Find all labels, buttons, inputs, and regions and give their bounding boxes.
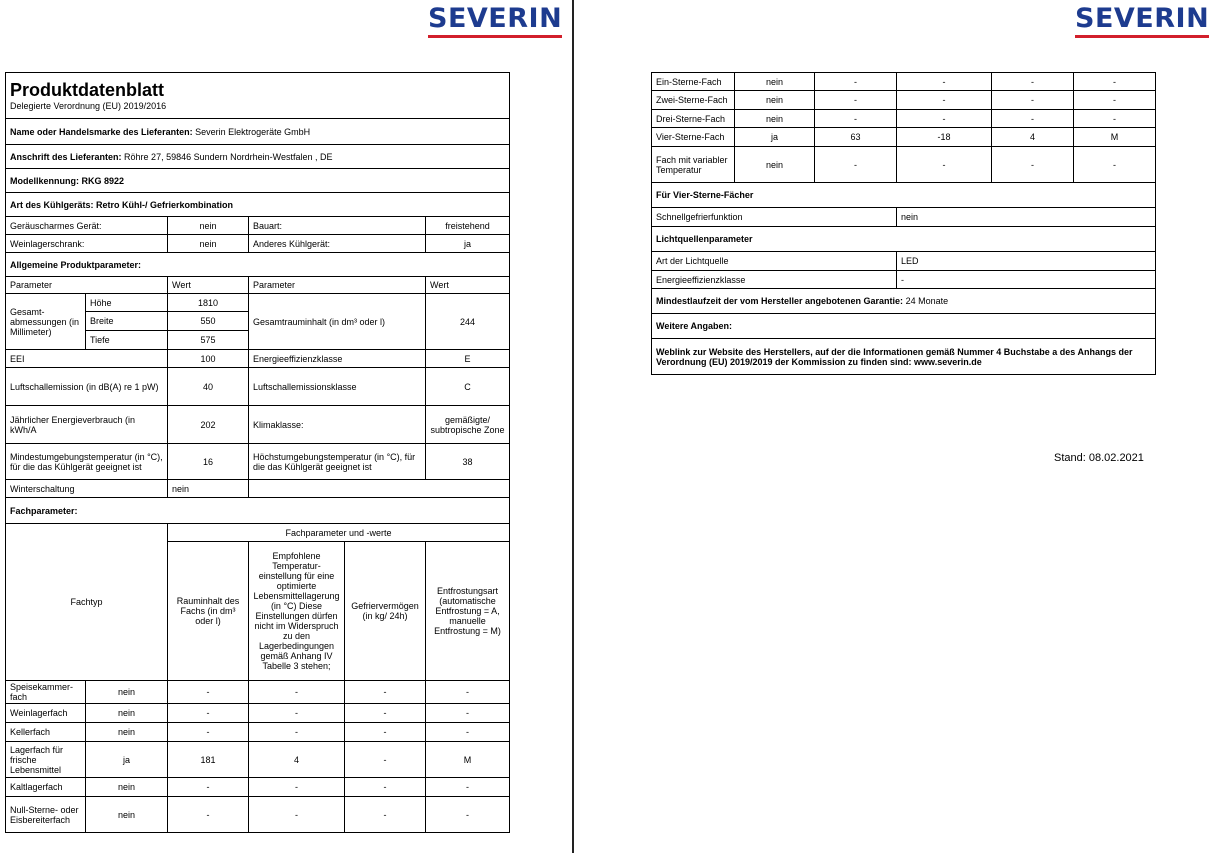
compartment-volume: - <box>168 778 249 797</box>
compartment-volume: 181 <box>168 742 249 778</box>
climate-class-value: gemäßigte/ subtropische Zone <box>426 406 510 444</box>
weblink-text: Weblink zur Website des Herstellers, auf der die Informationen gemäß Nummer 4 Buchstabe a des Anhangs der Verordnung (EU) 2019/2019 der Kommission zu finden sind: www.severin.de <box>652 339 1156 375</box>
light-type-label: Art der Lichtquelle <box>652 252 897 271</box>
dimensions-label: Gesamt-abmessungen (in Millimeter) <box>6 294 86 350</box>
eei-value: 100 <box>168 350 249 368</box>
light-source-header: Lichtquellenparameter <box>652 227 1156 252</box>
compartment-freeze: - <box>345 778 426 797</box>
compartment-name: Ein-Sterne-Fach <box>652 73 735 91</box>
model-label: Modellkennung: <box>10 175 79 186</box>
header-defrost-type: Entfrostungsart (automatische Entfrostung = A, manuelle Entfrostung = M) <box>426 542 510 681</box>
table-row <box>6 778 510 797</box>
noise-emission-value: 40 <box>168 368 249 406</box>
datasheet-continuation-table <box>651 72 1156 375</box>
other-appliance-label: Anderes Kühlgerät: <box>249 235 426 253</box>
depth-value: 575 <box>168 331 249 350</box>
width-value: 550 <box>168 312 249 331</box>
column-header-value: Wert <box>426 277 510 294</box>
quick-freeze-value: nein <box>897 208 1156 227</box>
compartment-temp: - <box>249 704 345 723</box>
revision-date: Stand: 08.02.2021 <box>1054 452 1144 464</box>
annual-energy-label: Jährlicher Energieverbrauch (in kWh/A <box>6 406 168 444</box>
construction-label: Bauart: <box>249 217 426 235</box>
compartment-name: Fach mit variabler Temperatur <box>652 147 735 183</box>
compartment-temp: 4 <box>249 742 345 778</box>
table-row <box>6 681 510 704</box>
column-header-value: Wert <box>168 277 249 294</box>
noise-class-value: C <box>426 368 510 406</box>
compartment-defrost: M <box>1074 128 1156 147</box>
compartment-freeze: - <box>992 73 1074 91</box>
compartment-volume: - <box>168 797 249 833</box>
compartment-present: nein <box>86 723 168 742</box>
datasheet-title-cell <box>6 73 510 119</box>
compartment-defrost: - <box>1074 110 1156 128</box>
compartment-present: nein <box>86 704 168 723</box>
compartment-temp: - <box>249 778 345 797</box>
construction-value: freistehend <box>426 217 510 235</box>
max-ambient-temp-value: 38 <box>426 444 510 480</box>
min-ambient-temp-label: Mindestumgebungstemperatur (in °C), für die das Kühlgerät geeignet ist <box>6 444 168 480</box>
table-row <box>652 147 1156 183</box>
compartment-freeze: - <box>992 147 1074 183</box>
general-params-header: Allgemeine Produktparameter: <box>6 253 510 277</box>
compartment-freeze: - <box>992 110 1074 128</box>
quiet-label: Geräuscharmes Gerät: <box>6 217 168 235</box>
compartment-volume: - <box>815 110 897 128</box>
compartment-defrost: - <box>426 704 510 723</box>
eei-label: EEI <box>6 350 168 368</box>
compartment-present: nein <box>86 681 168 704</box>
table-row <box>652 110 1156 128</box>
compartment-present: nein <box>735 91 815 110</box>
compartment-name: Null-Sterne- oder Eisbereiterfach <box>6 797 86 833</box>
warranty-row <box>652 289 1156 314</box>
header-freezing-capacity: Gefriervermögen (in kg/ 24h) <box>345 542 426 681</box>
supplier-name-row <box>6 119 510 145</box>
compartment-present: nein <box>86 797 168 833</box>
max-ambient-temp-label: Höchstumgebungstemperatur (in °C), für die das Kühlgerät geeignet ist <box>249 444 426 480</box>
winter-switch-value: nein <box>168 480 249 498</box>
compartment-name: Weinlagerfach <box>6 704 86 723</box>
compartment-temp: - <box>897 91 992 110</box>
climate-class-label: Klimaklasse: <box>249 406 426 444</box>
address: Röhre 27, 59846 Sundern Nordrhein-Westfalen , DE <box>124 151 333 162</box>
light-energy-class-label: Energieeffizienzklasse <box>652 271 897 289</box>
compartment-name: Drei-Sterne-Fach <box>652 110 735 128</box>
compartment-temp: - <box>897 73 992 91</box>
compartment-volume: - <box>815 147 897 183</box>
compartment-present: nein <box>86 778 168 797</box>
table-row <box>6 704 510 723</box>
wine-cabinet-value: nein <box>168 235 249 253</box>
winter-switch-label: Winterschaltung <box>6 480 168 498</box>
compartment-freeze: 4 <box>992 128 1074 147</box>
compartment-temp: - <box>897 110 992 128</box>
compartment-defrost: - <box>426 778 510 797</box>
severin-logo-left <box>428 4 562 38</box>
header-recommended-temp: Empfohlene Temperatur-einstellung für eine optimierte Lebensmittellagerung (in °C) Diese Einstellungen dürfen nicht im Widerspruch zu den Lagerbedingungen gemäß Anhang IV Tabelle 3 stehen; <box>249 542 345 681</box>
compartment-freeze: - <box>345 681 426 704</box>
regulation-subtitle: Delegierte Verordnung (EU) 2019/2016 <box>10 101 167 111</box>
table-row <box>652 73 1156 91</box>
compartment-defrost: - <box>426 723 510 742</box>
compartment-defrost: - <box>1074 147 1156 183</box>
four-star-header: Für Vier-Sterne-Fächer <box>652 183 1156 208</box>
supplier-name: Severin Elektrogeräte GmbH <box>195 126 311 137</box>
total-volume-value: 244 <box>426 294 510 350</box>
compartment-defrost: - <box>426 797 510 833</box>
width-label: Breite <box>86 312 168 331</box>
compartment-type-header: Fachtyp <box>6 524 168 681</box>
other-appliance-value: ja <box>426 235 510 253</box>
compartment-present: nein <box>735 110 815 128</box>
page-divider <box>572 0 574 853</box>
compartment-defrost: - <box>1074 73 1156 91</box>
annual-energy-value: 202 <box>168 406 249 444</box>
logo-underline <box>428 35 562 38</box>
table-row <box>6 723 510 742</box>
appliance-type-row <box>6 193 510 217</box>
compartment-values-header: Fachparameter und -werte <box>168 524 510 542</box>
height-value: 1810 <box>168 294 249 312</box>
compartment-name: Speisekammer-fach <box>6 681 86 704</box>
warranty-label: Mindestlaufzeit der vom Hersteller angebotenen Garantie: <box>656 296 904 306</box>
compartment-temp: - <box>249 723 345 742</box>
light-energy-class-value: - <box>897 271 1156 289</box>
column-header-parameter: Parameter <box>6 277 168 294</box>
energy-class-value: E <box>426 350 510 368</box>
compartment-volume: - <box>168 681 249 704</box>
header-compartment-volume: Rauminhalt des Fachs (in dm³ oder l) <box>168 542 249 681</box>
table-row <box>6 742 510 778</box>
compartment-volume: - <box>168 704 249 723</box>
energy-class-label: Energieeffizienzklasse <box>249 350 426 368</box>
type-label: Art des Kühlgeräts: <box>10 199 94 210</box>
compartment-present: ja <box>735 128 815 147</box>
compartment-temp: - <box>249 797 345 833</box>
total-volume-label: Gesamtrauminhalt (in dm³ oder l) <box>249 294 426 350</box>
compartment-freeze: - <box>345 797 426 833</box>
address-label: Anschrift des Lieferanten: <box>10 151 122 162</box>
supplier-address-row <box>6 145 510 169</box>
compartment-temp: - <box>897 147 992 183</box>
compartment-name: Lagerfach für frische Lebensmittel <box>6 742 86 778</box>
compartment-volume: - <box>815 73 897 91</box>
compartment-present: nein <box>735 73 815 91</box>
model-id: RKG 8922 <box>81 175 125 186</box>
compartment-defrost: M <box>426 742 510 778</box>
wine-cabinet-label: Weinlagerschrank: <box>6 235 168 253</box>
table-row <box>652 91 1156 110</box>
compartment-present: ja <box>86 742 168 778</box>
compartment-temp: -18 <box>897 128 992 147</box>
table-row <box>6 797 510 833</box>
column-header-parameter: Parameter <box>249 277 426 294</box>
compartment-volume: - <box>815 91 897 110</box>
compartment-temp: - <box>249 681 345 704</box>
compartment-volume: 63 <box>815 128 897 147</box>
compartment-freeze: - <box>345 704 426 723</box>
compartment-name: Kellerfach <box>6 723 86 742</box>
model-row <box>6 169 510 193</box>
compartment-name: Zwei-Sterne-Fach <box>652 91 735 110</box>
height-label: Höhe <box>86 294 168 312</box>
brand-name: SEVERIN <box>1075 3 1210 34</box>
quiet-value: nein <box>168 217 249 235</box>
logo-underline <box>1075 35 1209 38</box>
compartment-name: Vier-Sterne-Fach <box>652 128 735 147</box>
noise-class-label: Luftschallemissionsklasse <box>249 368 426 406</box>
compartment-name: Kaltlagerfach <box>6 778 86 797</box>
compartment-freeze: - <box>345 723 426 742</box>
warranty-value: 24 Monate <box>905 296 949 306</box>
severin-logo-right <box>1075 4 1209 38</box>
more-info-header: Weitere Angaben: <box>652 314 1156 339</box>
table-row <box>652 128 1156 147</box>
compartment-volume: - <box>168 723 249 742</box>
quick-freeze-label: Schnellgefrierfunktion <box>652 208 897 227</box>
compartment-defrost: - <box>1074 91 1156 110</box>
depth-label: Tiefe <box>86 331 168 350</box>
noise-emission-label: Luftschallemission (in dB(A) re 1 pW) <box>6 368 168 406</box>
compartment-freeze: - <box>345 742 426 778</box>
compartment-freeze: - <box>992 91 1074 110</box>
compartment-present: nein <box>735 147 815 183</box>
supplier-name-label: Name oder Handelsmarke des Lieferanten: <box>10 126 193 137</box>
page-title: Produktdatenblatt <box>10 80 165 100</box>
product-datasheet-table <box>5 72 510 833</box>
min-ambient-temp-value: 16 <box>168 444 249 480</box>
empty-cell <box>249 480 510 498</box>
compartment-defrost: - <box>426 681 510 704</box>
light-type-value: LED <box>897 252 1156 271</box>
type-value: Retro Kühl-/ Gefrierkombination <box>96 199 234 210</box>
brand-name: SEVERIN <box>428 3 563 34</box>
compartment-params-header: Fachparameter: <box>6 498 510 524</box>
